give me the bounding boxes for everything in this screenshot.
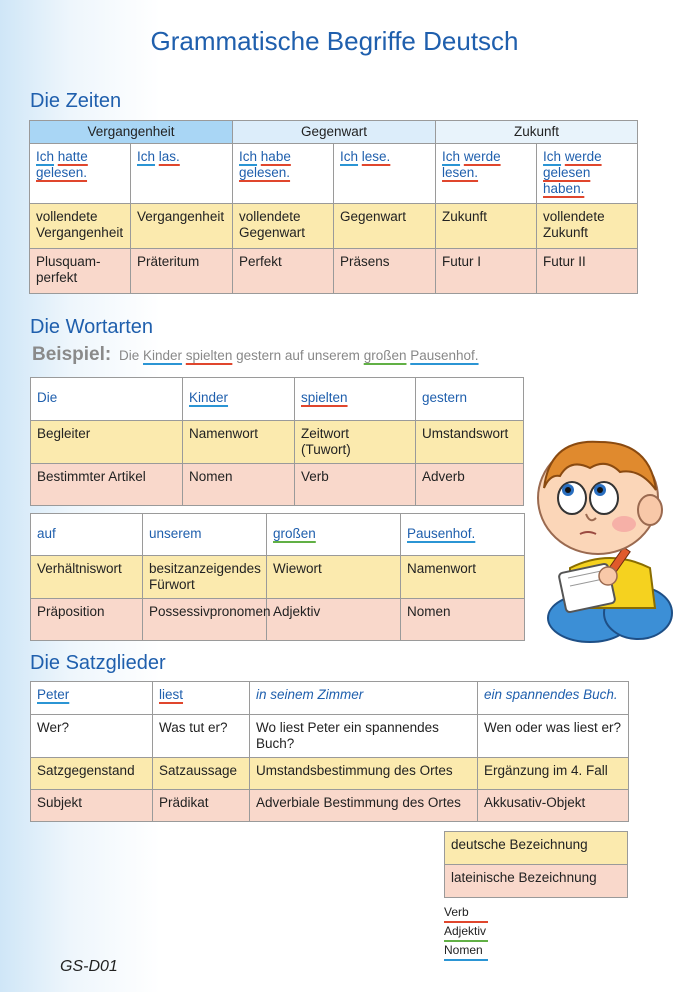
legend-verb: Verb [444,904,488,923]
document-code: GS-D01 [60,958,118,975]
question-cell: Wo liest Peter ein spannendes Buch? [250,715,478,758]
word-cell [250,682,478,715]
example-sentence [233,144,334,204]
latin-term: Perfekt [233,249,334,294]
example-sentence [537,144,638,204]
word-verb: spielten [185,348,233,363]
latin-term: Verb [295,464,416,506]
beispiel-label: Beispiel: [32,344,112,365]
header-zukunft: Zukunft [436,121,638,144]
word: ein spannendes Buch. [484,687,618,702]
word-cell [153,682,250,715]
section-title-zeiten: Die Zeiten [30,90,122,112]
latin-term: Adverb [416,464,524,506]
word-cell [267,514,401,556]
german-term: Zeitwort (Tuwort) [295,421,416,464]
example-sentence [30,144,131,204]
latin-term: Futur I [436,249,537,294]
latin-term: Nomen [401,599,525,641]
legend-table [444,831,628,898]
latin-term: Bestimmter Artikel [31,464,183,506]
word: unserem [149,526,202,541]
latin-term: Akkusativ-Objekt [478,790,629,822]
german-term: Verhältniswort [31,556,143,599]
wortarten-table-1 [30,377,524,506]
german-term: vollendete Vergangenheit [30,204,131,249]
latin-term: Prädikat [153,790,250,822]
latin-term: Possessivpronomen [143,599,267,641]
example-sentence [436,144,537,204]
verb-form: werde lesen. [442,149,501,180]
german-term: Begleiter [31,421,183,464]
pronoun: Ich [239,149,258,164]
legend-adjective: Adjektiv [444,923,488,942]
legend-german: deutsche Bezeichnung [445,832,628,865]
word-cell [401,514,525,556]
word-noun: Kinder [189,390,229,405]
verb-form: lese. [361,149,391,164]
zeiten-table [29,120,638,294]
example-sentence [131,144,233,204]
german-term: Ergänzung im 4. Fall [478,758,629,790]
latin-term: Adjektiv [267,599,401,641]
word: gestern [422,390,468,405]
pronoun: Ich [442,149,461,164]
german-term: Umstandsbestimmung des Ortes [250,758,478,790]
latin-term: Präposition [31,599,143,641]
example-sentence-beispiel [32,344,479,366]
legend-noun: Nomen [444,942,488,961]
verb-form: habe gelesen. [239,149,291,180]
word: Die [118,348,140,363]
cartoon-boy-illustration [520,428,698,646]
example-sentence [334,144,436,204]
german-term: vollendete Zukunft [537,204,638,249]
word: in seinem Zimmer [256,687,364,702]
pronoun: Ich [137,149,156,164]
german-term: besitzanzeigendes Fürwort [143,556,267,599]
wortarten-table-2 [30,513,525,641]
word-noun: Kinder [143,348,183,363]
word-cell [183,378,295,421]
latin-term: Nomen [183,464,295,506]
german-term: Umstandswort [416,421,524,464]
word-cell [31,514,143,556]
pronoun: Ich [543,149,562,164]
german-term: Gegenwart [334,204,436,249]
german-term: Satzgegenstand [31,758,153,790]
word-adjective: großen [273,526,316,541]
verb-form: las. [158,149,180,164]
word-verb: liest [159,687,184,702]
section-title-satzglieder: Die Satzglieder [30,652,166,674]
word: gestern auf unserem [236,348,360,363]
word-cell [31,682,153,715]
german-term: Namenwort [401,556,525,599]
word-cell [295,378,416,421]
word-verb: spielten [301,390,348,405]
pronoun: Ich [36,149,55,164]
word-cell [31,378,183,421]
question-cell: Wen oder was liest er? [478,715,629,758]
satzglieder-table [30,681,629,822]
word: auf [37,526,56,541]
legend-latin: lateinische Bezeichnung [445,865,628,898]
word: Die [37,390,58,405]
word-noun: Peter [37,687,70,702]
german-term: vollendete Gegenwart [233,204,334,249]
word-cell [143,514,267,556]
verb-form: werde gelesen haben. [543,149,602,196]
word-cell [416,378,524,421]
underline-legend [444,904,488,961]
question-cell: Wer? [31,715,153,758]
latin-term: Futur II [537,249,638,294]
german-term: Namenwort [183,421,295,464]
page-title: Grammatische Begriffe Deutsch [150,26,519,56]
german-term: Wiewort [267,556,401,599]
question-cell: Was tut er? [153,715,250,758]
latin-term: Subjekt [31,790,153,822]
word-adjective: großen [363,348,407,363]
header-gegenwart: Gegenwart [233,121,436,144]
latin-term: Präsens [334,249,436,294]
section-title-wortarten: Die Wortarten [30,316,154,338]
latin-term: Plusquam- perfekt [30,249,131,294]
latin-term: Adverbiale Bestimmung des Ortes [250,790,478,822]
verb-form: hatte gelesen. [36,149,88,180]
header-vergangenheit: Vergangenheit [30,121,233,144]
word-cell [478,682,629,715]
german-term: Vergangenheit [131,204,233,249]
pronoun: Ich [340,149,359,164]
german-term: Satzaussage [153,758,250,790]
word-noun: Pausenhof. [407,526,476,541]
latin-term: Präteritum [131,249,233,294]
german-term: Zukunft [436,204,537,249]
word-noun: Pausenhof. [410,348,479,363]
